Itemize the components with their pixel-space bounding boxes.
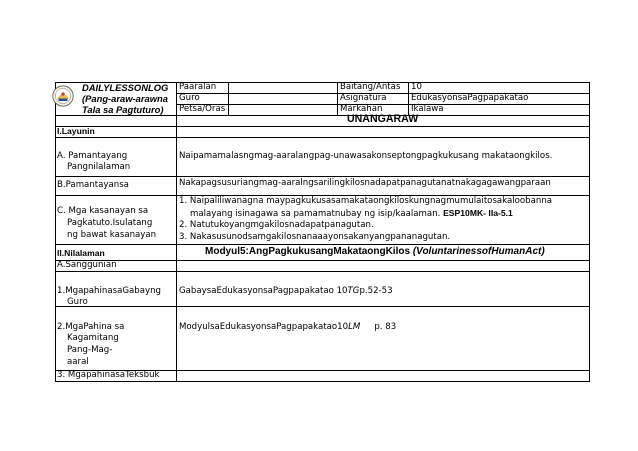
label-paaralan: Paaralan <box>179 82 217 92</box>
label-baitang: Baitang/Antas <box>340 82 401 92</box>
nilalaman-value[interactable] <box>205 246 545 257</box>
label-markahan: Markahan <box>340 104 383 114</box>
row-divider <box>55 115 590 116</box>
row-divider <box>55 244 590 245</box>
competency-1-text: malayang isinagawa sa pamamatnubay ng isip/kaalaman. <box>190 209 441 219</box>
table-border-right <box>589 82 590 382</box>
modyul-lm: LM <box>348 322 361 332</box>
competency-2[interactable]: 2. Natutukoyangmgakilosnadapatpanagutan. <box>179 220 374 230</box>
value-pamantayang-pangnilalaman[interactable]: Naipamamalasngmag-aaralangpag-unawasakonseptongpagkukusang makataongkilos. <box>179 151 553 161</box>
row-divider <box>55 137 590 138</box>
column-divider <box>176 82 177 381</box>
label-a-line1: A. Pamantayang <box>57 151 128 161</box>
competency-1-line1[interactable]: 1. Naipaliliwanagna maypagkukusasamakataongkiloskungnagmumulaitosakaloobanna <box>179 196 553 206</box>
column-divider <box>337 82 338 115</box>
value-pamantayan-sa-pagganap[interactable]: Nakapagsusuriangmag-aaralngsarilingkilosnadapatpanagutanatnakagagawangparaan <box>179 178 551 188</box>
log-title-line1: DAILYLESSONLOG <box>82 82 169 93</box>
competency-3[interactable]: 3. Nakasusunodsamgakilosnanaaayonsakanyangpananagutan. <box>179 232 451 242</box>
module-title: Modyul5:AngPagkukusangMakataongKilos <box>205 246 411 257</box>
label-kagamitan-line2: Kagamitang <box>67 333 119 343</box>
row-divider <box>55 306 590 307</box>
label-b: B.Pamantayansa <box>57 180 129 190</box>
label-asignatura: Asignatura <box>340 93 387 103</box>
section-layunin-heading: I.Layunin <box>57 126 95 136</box>
competency-code: ESP10MK- IIa-5.1 <box>443 208 513 218</box>
label-guro: Guro <box>179 93 200 103</box>
value-kagamitang-pang-mag-aaral[interactable] <box>179 322 396 333</box>
row-divider <box>55 176 590 177</box>
label-c-line2: Pagkatuto.Isulatang <box>67 218 153 228</box>
label-kagamitan-line1: 2.MgaPahina sa <box>57 322 125 332</box>
module-subtitle: (VoluntarinessofHumanAct) <box>412 246 545 257</box>
row-divider <box>176 104 590 105</box>
value-baitang[interactable]: 10 <box>411 82 422 92</box>
label-gabay-line2: Guro <box>67 297 88 307</box>
value-gabay-ng-guro[interactable] <box>179 286 393 297</box>
deped-seal-logo <box>52 85 74 107</box>
section-nilalaman-heading: II.Nilalaman <box>57 248 105 258</box>
row-divider <box>55 271 590 272</box>
row-divider <box>55 126 590 127</box>
day-label: UNANGARAW <box>347 113 419 125</box>
label-kagamitan-line3: Pang-Mag- <box>67 345 113 355</box>
label-petsa-oras: Petsa/Oras <box>179 104 226 114</box>
table-border-left <box>55 82 56 382</box>
section-sanggunian-heading: A.Sanggunian <box>57 260 117 270</box>
log-title-line2: (Pang-araw-arawna <box>82 93 168 104</box>
row-divider <box>55 260 590 261</box>
label-teksbuk: 3. MgapahinasaTeksbuk <box>57 370 160 380</box>
label-kagamitan-line4: aaral <box>67 357 89 367</box>
label-c-line3: ng bawat kasanayan <box>67 230 157 240</box>
modyul-pages: p. 83 <box>374 322 397 332</box>
gabay-tg: TG <box>347 286 360 296</box>
gabay-title: GabaysaEdukasyonsaPagpapakatao 10 <box>179 286 348 296</box>
label-c-line1: C. Mga kasanayan sa <box>57 206 149 216</box>
label-a-line2: Pangnilalaman <box>67 162 131 172</box>
value-markahan[interactable]: Ikalawa <box>411 104 444 114</box>
competency-1-line2[interactable] <box>190 208 513 220</box>
table-border-bottom <box>55 381 590 382</box>
column-divider <box>408 82 409 115</box>
label-gabay-line1: 1.MgapahinasaGabayng <box>57 286 161 296</box>
value-asignatura[interactable]: EdukasyonsaPagpapakatao <box>411 93 529 103</box>
gabay-pages: p.52-53 <box>359 286 393 296</box>
log-title-line3: Tala sa Pagtuturo) <box>82 104 164 115</box>
modyul-title: ModyulsaEdukasyonsaPagpapakatao10 <box>179 322 349 332</box>
column-divider <box>228 82 229 115</box>
